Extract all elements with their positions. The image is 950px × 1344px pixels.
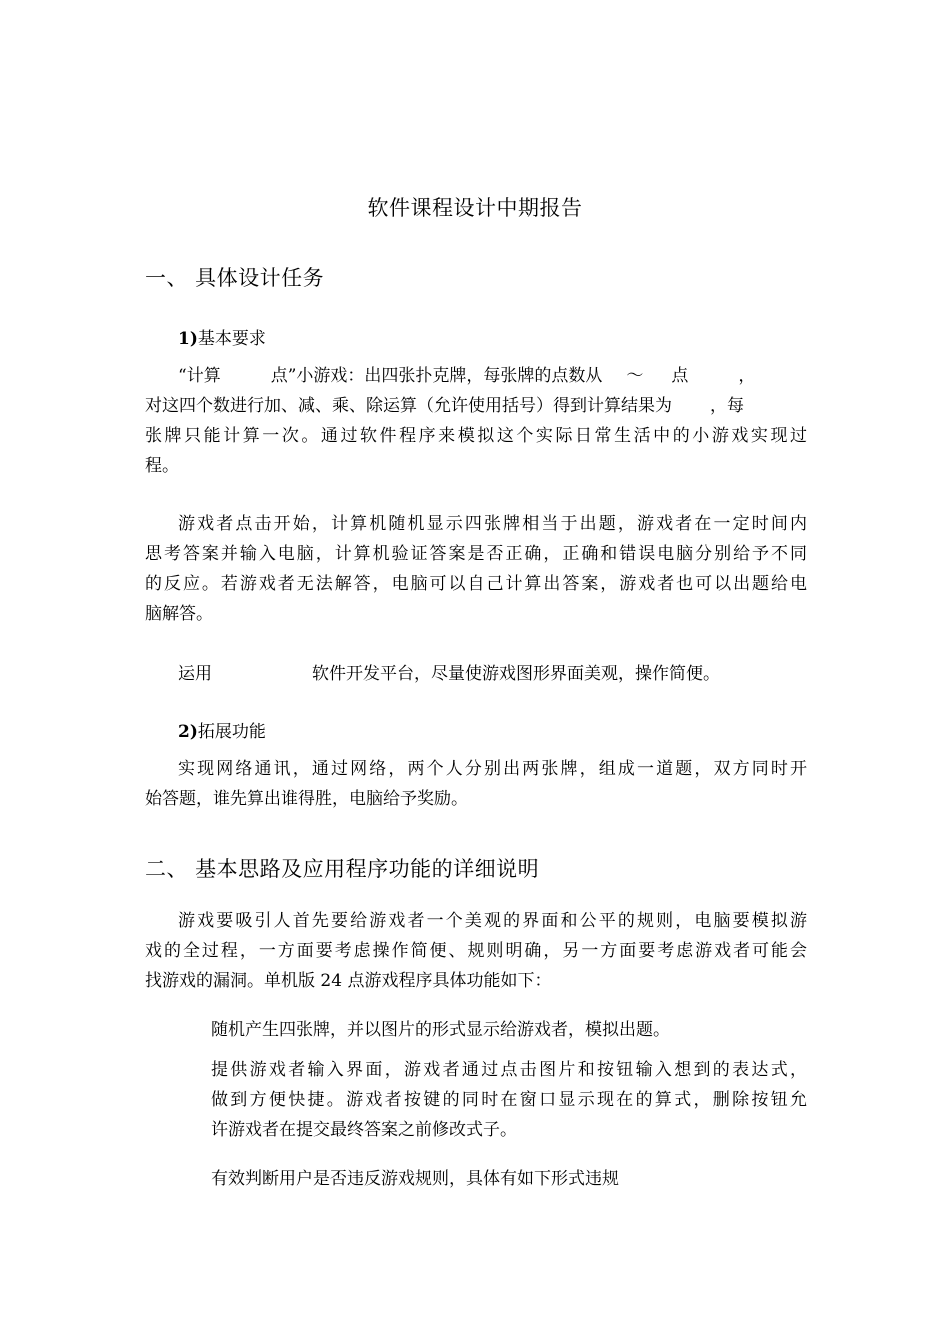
paragraph-design-idea — [145, 906, 807, 996]
paragraph-line — [145, 391, 807, 421]
paragraph-line: 脑解答。 — [145, 604, 213, 624]
paragraph-line: 张牌只能计算一次。通过软件程序来模拟这个实际日常生活中的小游戏实现过 — [145, 426, 807, 446]
paragraph-line — [145, 659, 807, 689]
paragraph-line: 思考答案并输入电脑，计算机验证答案是否正确，正确和错误电脑分别给予不同 — [145, 544, 807, 564]
section-heading-1: 一、 具体设计任务 — [145, 266, 325, 290]
text-run: ，每 — [710, 396, 744, 416]
subheading-basic-requirements — [178, 324, 266, 349]
list-item-line: 随机产生四张牌，并以图片的形式显示给游戏者，模拟出题。 — [211, 1020, 670, 1040]
list-item — [211, 1055, 807, 1145]
subheading-label: 拓展功能 — [197, 722, 266, 742]
text-run: 点 — [671, 366, 689, 386]
paragraph-line: 找游戏的漏洞。单机版 24 点游戏程序具体功能如下： — [145, 971, 552, 991]
subheading-number: 2) — [178, 722, 198, 742]
page-title: 软件课程设计中期报告 — [367, 196, 583, 220]
subheading-extended-features — [178, 717, 266, 742]
list-item — [211, 1164, 807, 1194]
paragraph-network — [145, 754, 807, 814]
section-heading-2: 二、 基本思路及应用程序功能的详细说明 — [145, 857, 540, 881]
list-item-line: 做到方便快捷。游戏者按键的同时在窗口显示现在的算式，删除按钮允 — [211, 1090, 807, 1110]
paragraph-line: 始答题，谁先算出谁得胜，电脑给予奖励。 — [145, 789, 468, 809]
paragraph-line: 实现网络通讯，通过网络，两个人分别出两张牌，组成一道题，双方同时开 — [178, 759, 807, 779]
list-item — [211, 1015, 807, 1045]
paragraph-platform — [145, 659, 807, 689]
list-item-line: 许游戏者在提交最终答案之前修改式子。 — [211, 1120, 517, 1140]
list-item-line: 有效判断用户是否违反游戏规则，具体有如下形式违规 — [211, 1169, 619, 1189]
paragraph-line: 的反应。若游戏者无法解答，电脑可以自己计算出答案，游戏者也可以出题给电 — [145, 574, 807, 594]
text-run: 对这四个数进行加、减、乘、除运算（允许使用括号）得到计算结果为 — [145, 396, 672, 416]
paragraph-game-rules — [145, 361, 807, 481]
subheading-label: 基本要求 — [197, 329, 266, 349]
text-run: 运用 — [178, 664, 212, 684]
text-run: ～ — [626, 366, 644, 386]
text-run: “计算 — [178, 366, 221, 386]
text-run: 软件开发平台，尽量使游戏图形界面美观，操作简便。 — [312, 664, 720, 684]
paragraph-line: 游戏者点击开始，计算机随机显示四张牌相当于出题，游戏者在一定时间内 — [178, 514, 807, 534]
paragraph-gameplay — [145, 509, 807, 629]
subheading-number: 1) — [178, 329, 198, 349]
paragraph-line: 程。 — [145, 456, 179, 476]
paragraph-line: 戏的全过程，一方面要考虑操作简便、规则明确，另一方面要考虑游戏者可能会 — [145, 941, 807, 961]
text-run: 点”小游戏：出四张扑克牌，每张牌的点数从 — [270, 366, 603, 386]
paragraph-line — [145, 361, 807, 391]
text-run: ， — [738, 366, 756, 386]
paragraph-line: 游戏要吸引人首先要给游戏者一个美观的界面和公平的规则，电脑要模拟游 — [178, 911, 807, 931]
list-item-line: 提供游戏者输入界面，游戏者通过点击图片和按钮输入想到的表达式， — [211, 1060, 807, 1080]
